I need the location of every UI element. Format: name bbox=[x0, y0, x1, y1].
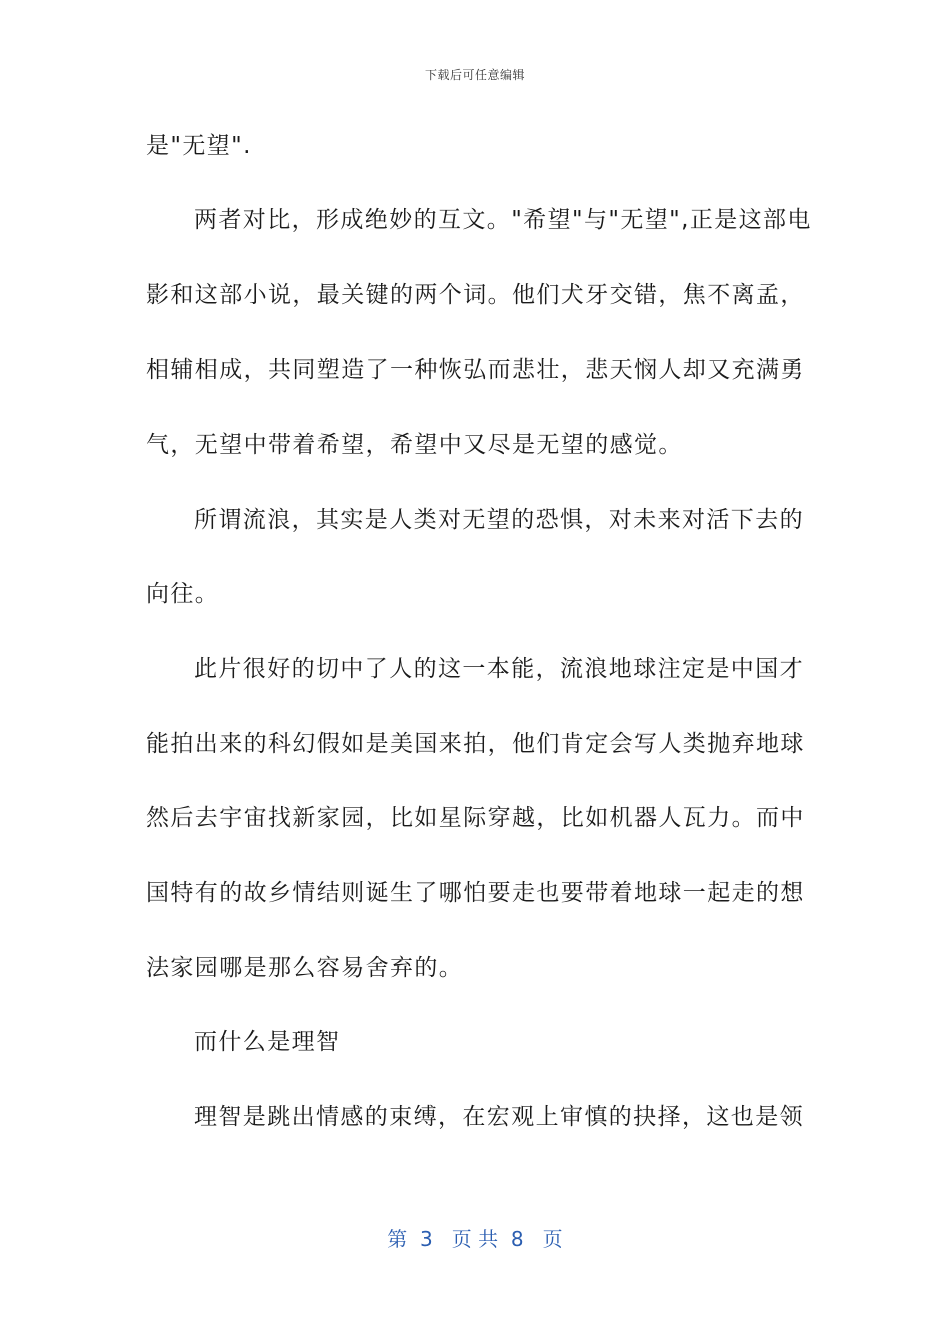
text-line-5: 气，无望中带着希望，希望中又尽是无望的感觉。 bbox=[146, 432, 683, 458]
text-line-12: 法家园哪是那么容易舍弃的。 bbox=[146, 955, 464, 981]
text-line-8: 此片很好的切中了人的这一本能，流浪地球注定是中国才 bbox=[194, 656, 804, 682]
text-line-10: 然后去宇宙找新家园，比如星际穿越，比如机器人瓦力。而中 bbox=[146, 805, 805, 831]
text-line-2: 两者对比，形成绝妙的互文。"希望"与"无望",正是这部电 bbox=[194, 207, 812, 233]
text-line-3: 影和这部小说，最关键的两个词。他们犬牙交错，焦不离孟， bbox=[146, 282, 805, 308]
text-line-13: 而什么是理智 bbox=[194, 1029, 341, 1055]
text-line-9: 能拍出来的科幻假如是美国来拍，他们肯定会写人类抛弃地球 bbox=[146, 731, 805, 757]
page-header: 下载后可任意编辑 bbox=[424, 68, 525, 82]
text-line-4: 相辅相成，共同塑造了一种恢弘而悲壮，悲天悯人却又充满勇 bbox=[146, 357, 805, 383]
text-line-7: 向往。 bbox=[146, 581, 220, 607]
text-line-1: 是"无望". bbox=[146, 133, 252, 159]
text-line-6: 所谓流浪，其实是人类对无望的恐惧，对未来对活下去的 bbox=[194, 507, 804, 533]
page-number-footer: 第 3 页 共 8 页 bbox=[387, 1227, 563, 1251]
text-line-11: 国特有的故乡情结则诞生了哪怕要走也要带着地球一起走的想 bbox=[146, 880, 805, 906]
text-line-14: 理智是跳出情感的束缚，在宏观上审慎的抉择，这也是领 bbox=[194, 1104, 804, 1130]
